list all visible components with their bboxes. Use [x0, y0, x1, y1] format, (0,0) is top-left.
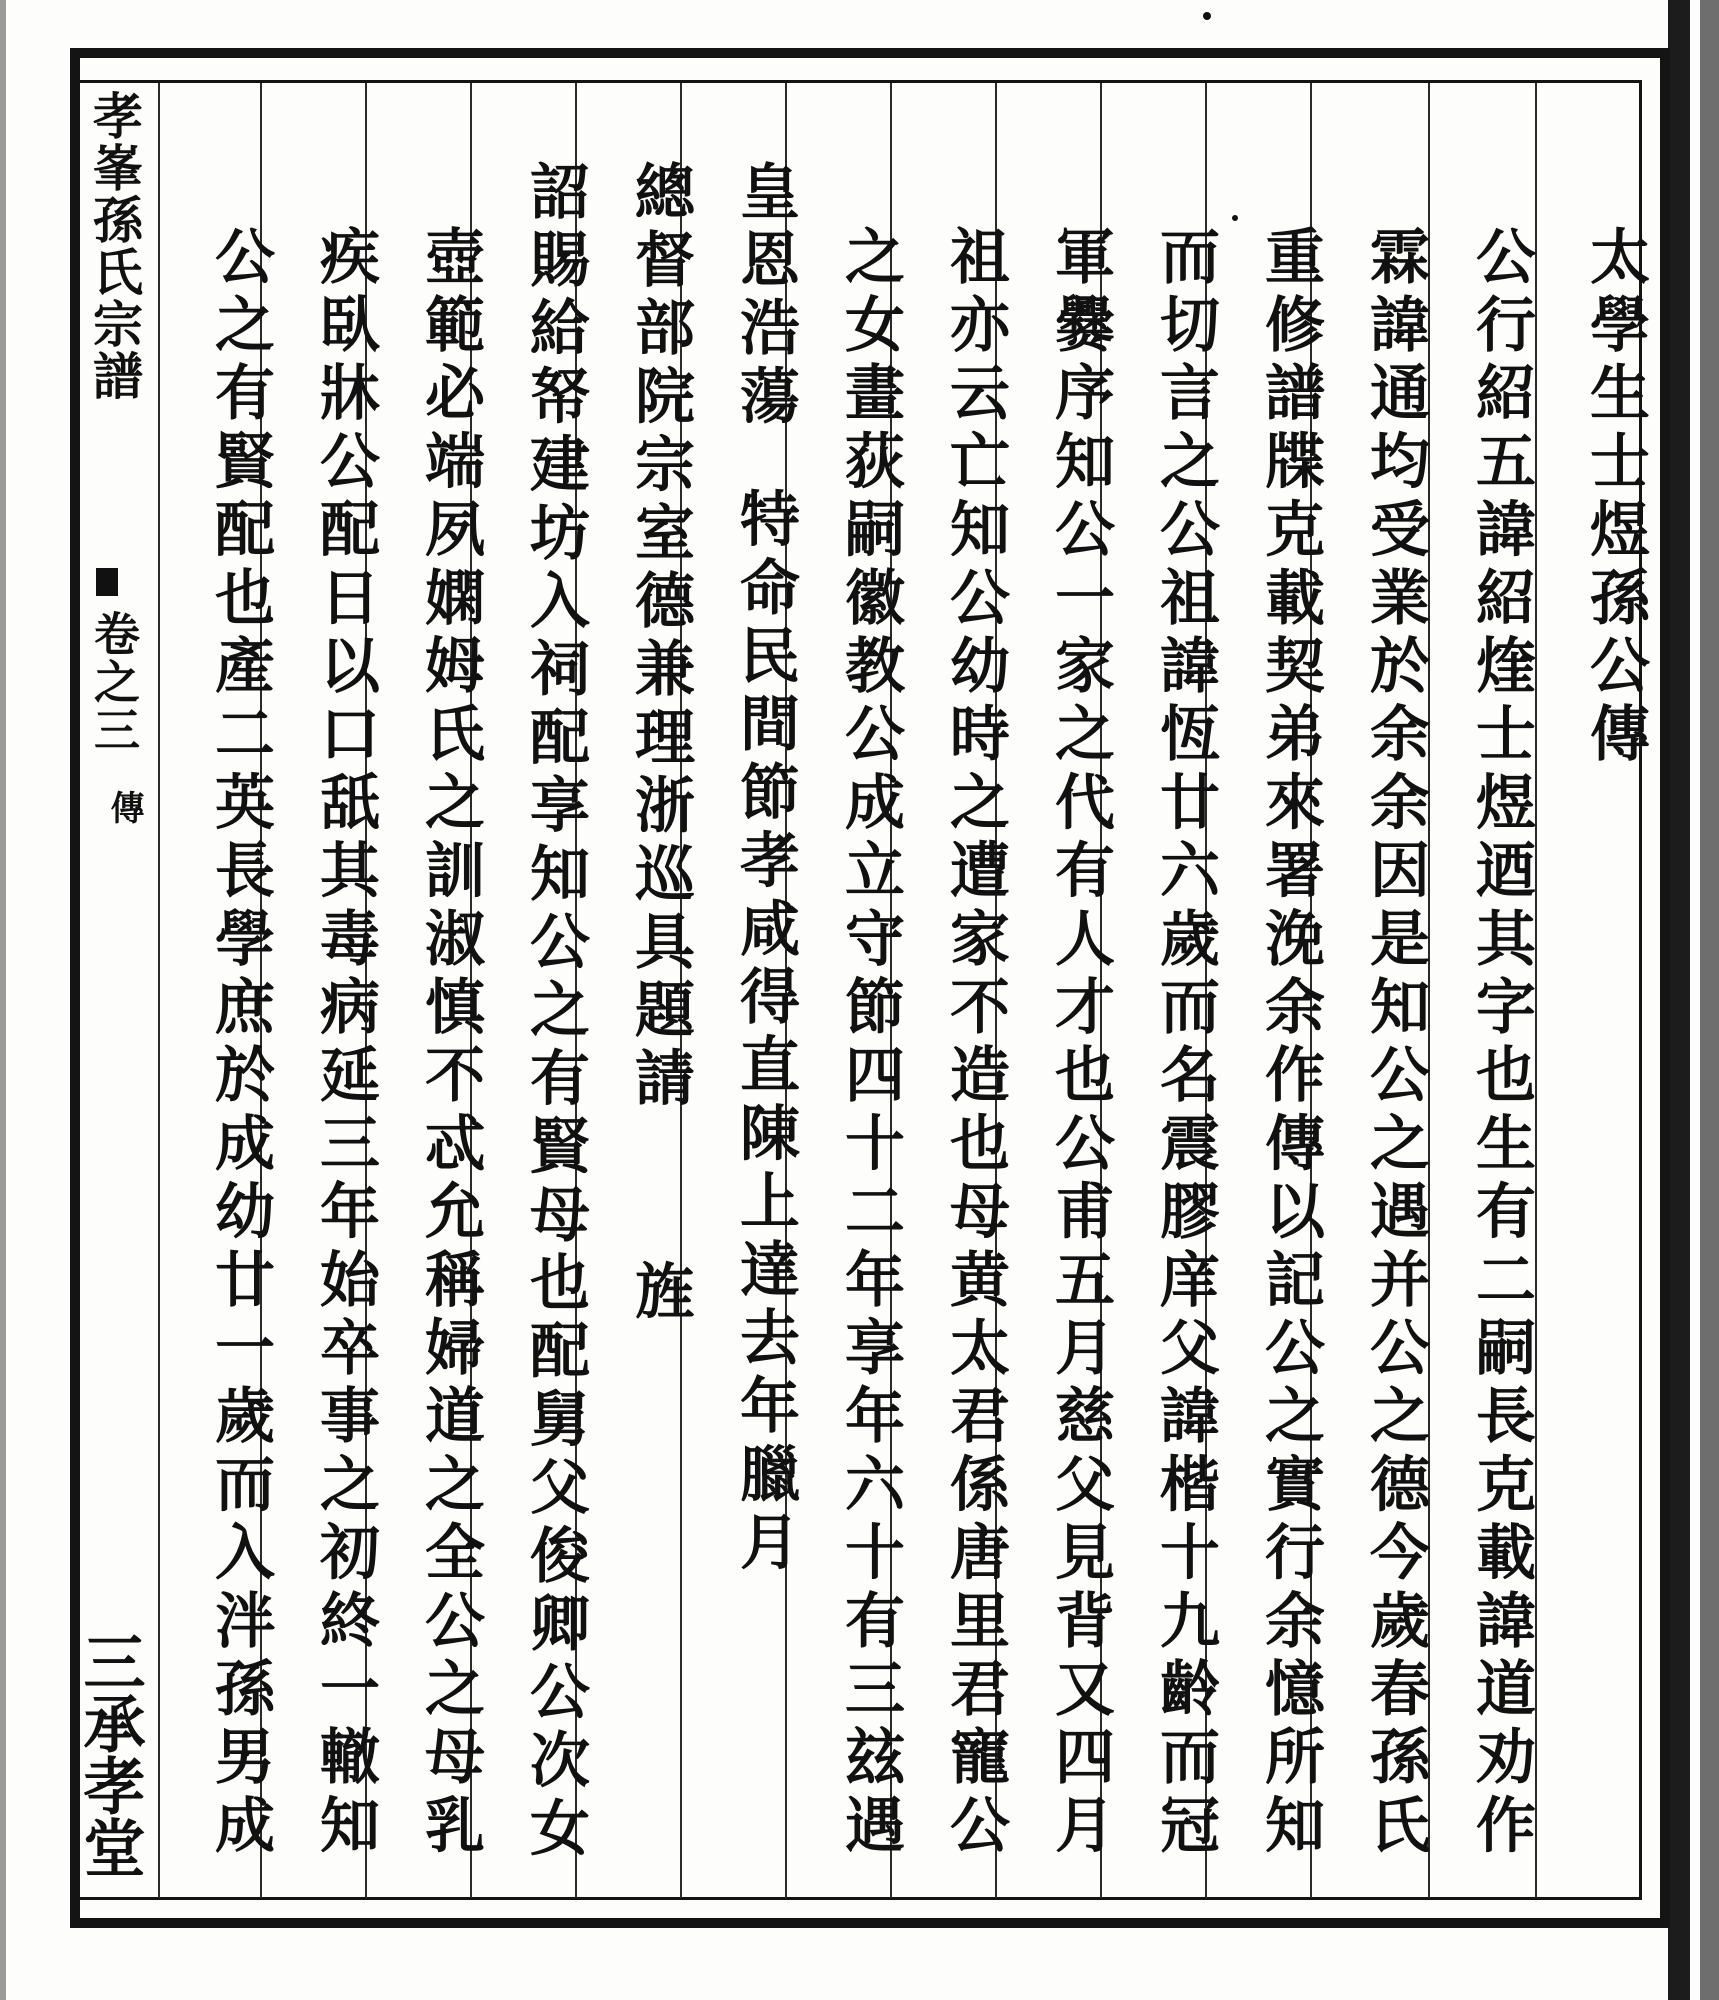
genealogy-title-text: 孝峯孫氏宗譜 [85, 90, 144, 402]
column-text: 重修譜牒克載契弟來署浼余作傳以記公之實行余憶所知 [1255, 225, 1325, 1862]
ink-spot [1232, 215, 1238, 221]
column-text-continued: 旌 [625, 1259, 695, 1329]
page-right-edge [1700, 0, 1719, 2000]
hall-name-text: 三承孝堂 [73, 1630, 146, 1878]
column-text: 之女畫荻嗣徽教公成立守節四十二年享年六十有三玆遇 [835, 225, 905, 1862]
column-text: 公之有賢配也產二英長學庶於成幼廿一歲而入泮孫男成 [205, 225, 275, 1862]
ink-spot [1203, 12, 1211, 20]
column-text: 軍爨序知公一家之代有人才也公甫五月慈父見背又四月 [1045, 225, 1115, 1862]
page-left-edge [0, 0, 6, 2000]
text-column [1240, 225, 1340, 1862]
text-column [190, 225, 290, 1862]
text-column [295, 225, 395, 1862]
column-text: 詔賜給帑建坊入祠配享知公之有賢母也配舅父俊卿公次女 [520, 160, 590, 1865]
text-column [925, 225, 1025, 1862]
column-text-continued: 特命民間節孝咸得直陳上達去年臘月 [730, 487, 800, 1580]
volume-label-text: 卷之三 [87, 610, 141, 754]
column-text: 祖亦云亡知公幼時之遭家不造也母黄太君係唐里君寵公 [940, 225, 1010, 1862]
column-text: 皇恩浩蕩 [730, 160, 800, 433]
column-text: 公行紹五諱紹煃士煜迺其字也生有二嗣長克載諱道劝作 [1466, 225, 1536, 1862]
text-column [400, 225, 500, 1862]
text-column [1345, 225, 1445, 1862]
text-column-raised [610, 160, 710, 1328]
genealogy-title [84, 90, 144, 402]
column-text: 太學生士煜孫公傳 [1580, 225, 1650, 771]
column-rule [158, 83, 160, 1898]
page-right-gutter [1668, 0, 1690, 2000]
text-column-raised [715, 160, 815, 1579]
text-column-title [1565, 225, 1665, 771]
text-column [1451, 225, 1551, 1862]
fishtail-mark [96, 568, 118, 596]
column-text: 而切言之公祖諱恆廿六歲而名震膠庠父諱楷十九齡而冠 [1150, 225, 1220, 1862]
column-text: 壺範必端夙嫻姆氏之訓淑慎不忒允稱婦道之全公之母乳 [415, 225, 485, 1862]
section-label-text: 傳 [104, 790, 144, 824]
volume-label [84, 610, 144, 754]
text-column [1030, 225, 1130, 1862]
text-column [820, 225, 920, 1862]
column-text: 疾臥牀公配日以口舐其毒病延三年始卒事之初終一轍知 [310, 225, 380, 1862]
hall-name [74, 1630, 144, 1878]
text-column-raised [505, 160, 605, 1865]
section-label [100, 790, 149, 824]
column-text: 霖諱通均受業於余余因是知公之遇并公之德今歲春孫氏 [1360, 225, 1430, 1862]
column-text: 總督部院宗室德兼理浙巡具題請 [625, 160, 695, 1115]
text-column [1135, 225, 1235, 1862]
